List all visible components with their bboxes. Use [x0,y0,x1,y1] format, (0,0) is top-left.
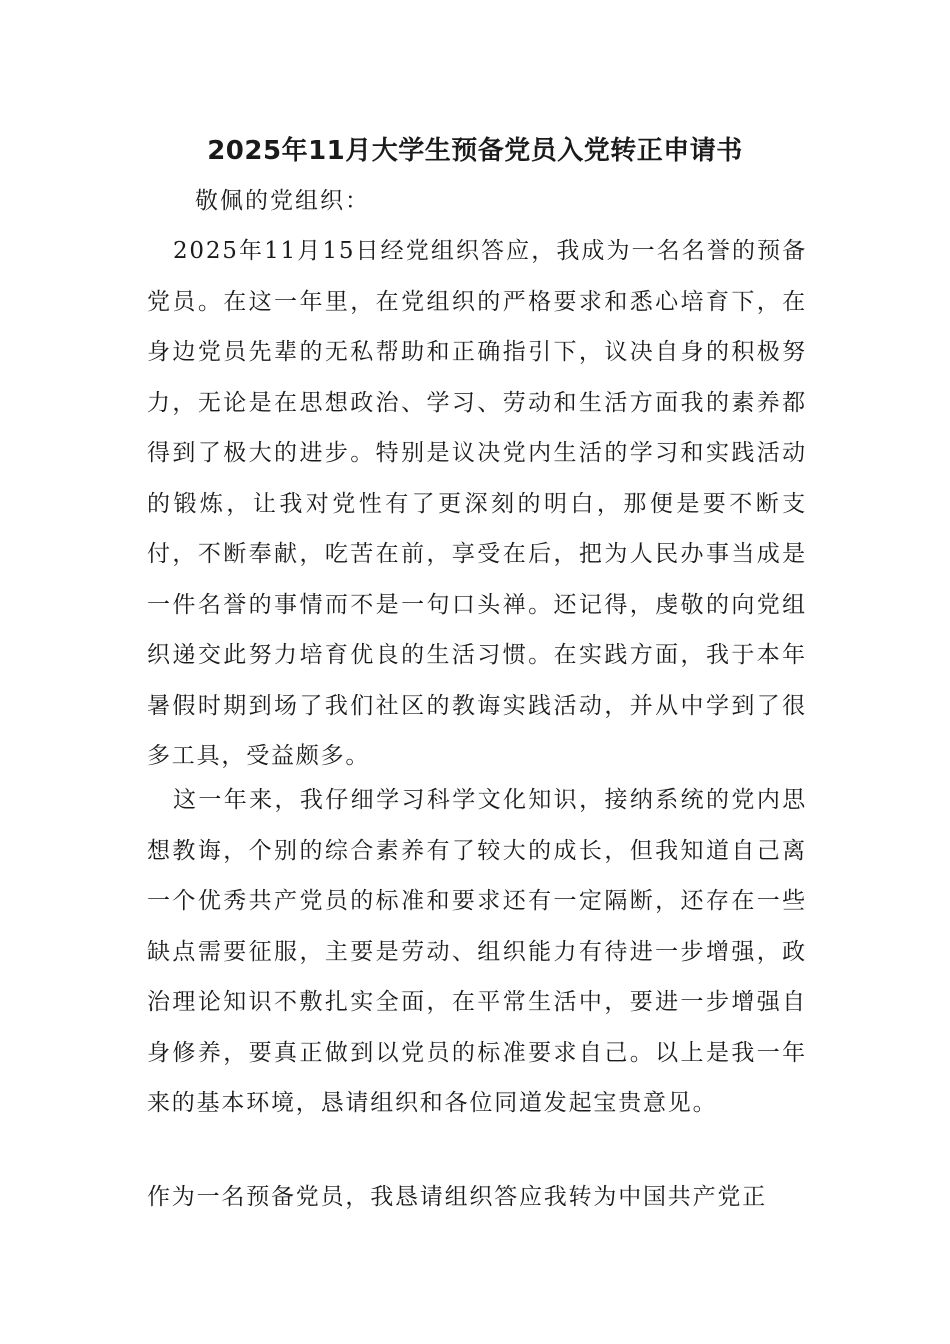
body-paragraph-1 [147,226,807,782]
paragraph-2-text: 这一年来，我仔细学习科学文化知识，接纳系统的党内思想教诲，个别的综合素养有了较大的成长，但我知道自己离一个优秀共产党员的标准和要求还有一定隔断，还存在一些缺点需要征服，主要是劳动、组织能力有待进一步增强，政治理论知识不敷扎实全面，在平常生活中，要进一步增强自身修养，要真正做到以党员的标准要求自己。以上是我一年来的基本环境，恳请组织和各位同道发起宝贵意见。 [147,787,807,1116]
document-title: 2025年11月大学生预备党员入党转正申请书 [207,136,743,166]
body-paragraph-3 [147,1172,807,1223]
paragraph-3-text: 作为一名预备党员，我恳请组织答应我转为中国共产党正 [147,1184,767,1210]
salutation: 敬佩的党组织： [195,188,370,214]
body-paragraph-2 [147,775,807,1129]
paragraph-1-text: 2025年11月15日经党组织答应，我成为一名名誉的预备党员。在这一年里，在党组织的严格要求和悉心培育下，在身边党员先辈的无私帮助和正确指引下，议决自身的积极努力，无论是在思想政治、学习、劳动和生活方面我的素养都得到了极大的进步。特别是议决党内生活的学习和实践活动的锻炼，让我对党性有了更深刻的明白，那便是要不断支付，不断奉献，吃苦在前，享受在后，把为人民办事当成是一件名誉的事情而不是一句口头禅。还记得，虔敬的向党组织递交此努力培育优良的生活习惯。在实践方面，我于本年暑假时期到场了我们社区的教诲实践活动，并从中学到了很多工具，受益颇多。 [147,238,807,769]
